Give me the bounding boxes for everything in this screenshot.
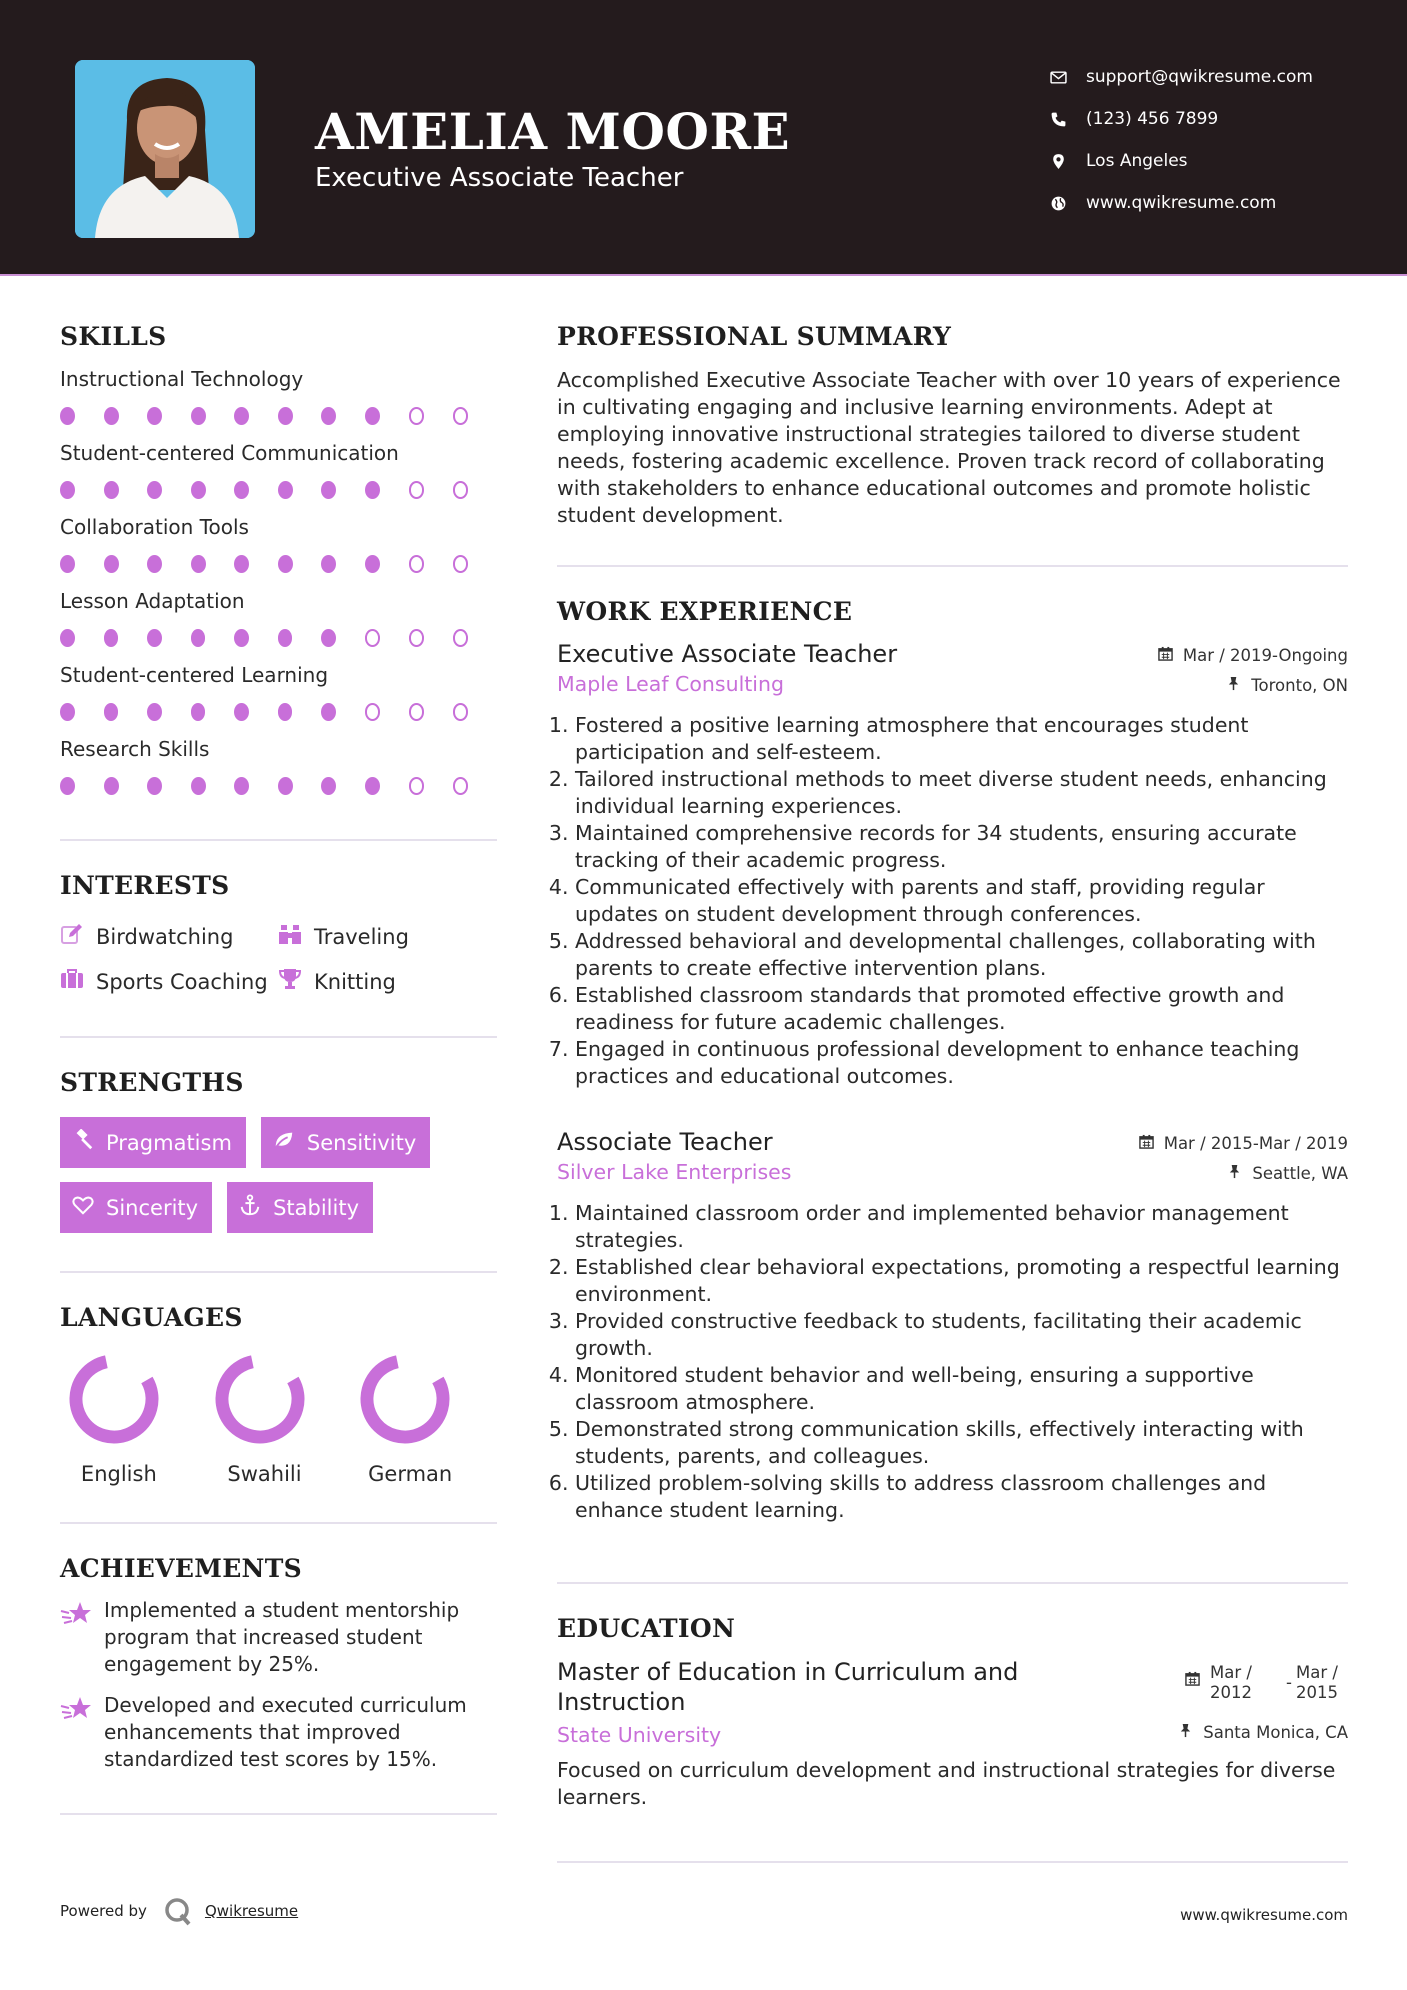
strength-label: Stability [273, 1195, 360, 1220]
strength-tag [261, 1117, 430, 1168]
interests-heading: INTERESTS [60, 871, 230, 900]
job-location [1227, 1164, 1348, 1183]
duty-item: 4. Communicated effectively with parents and staff, providing regular updates on student development through conferences. [575, 874, 1348, 928]
strength-tag [227, 1182, 373, 1233]
rating-dot-filled [278, 629, 293, 647]
duty-item: 2. Established clear behavioral expectations, promoting a respectful learning environment. [575, 1254, 1348, 1308]
section-divider [60, 839, 497, 841]
pushpin-icon [1227, 1164, 1252, 1183]
rating-dot-filled [147, 407, 162, 425]
section-divider [60, 1813, 497, 1815]
education-location [1178, 1723, 1348, 1742]
contact-location-text: Los Angeles [1086, 151, 1188, 171]
language-progress-ring [213, 1352, 307, 1446]
duty-item: 5. Demonstrated strong communication skills, effectively interacting with students, parents, and colleagues. [575, 1416, 1348, 1470]
rating-dot-filled [104, 629, 119, 647]
left-column [60, 322, 497, 1815]
rating-dot-filled [104, 481, 119, 499]
pushpin-icon [1178, 1723, 1203, 1742]
anchor-icon [239, 1194, 273, 1221]
qwikresume-logo-icon [163, 1896, 193, 1926]
footer-website[interactable]: www.qwikresume.com [1180, 1906, 1348, 1924]
interest-label: Birdwatching [96, 924, 234, 949]
rating-dot-filled [147, 629, 162, 647]
rating-dot-filled [321, 407, 336, 425]
calendar-icon [1185, 1663, 1210, 1690]
job-duties [557, 1200, 1348, 1524]
jobs-list [557, 640, 1348, 1524]
calendar-icon [1158, 646, 1183, 665]
strength-label: Sensitivity [306, 1130, 417, 1155]
rating-dot-empty [365, 629, 381, 647]
achievement-item [60, 1597, 497, 1678]
interest-label: Knitting [314, 969, 396, 994]
rating-dot-empty [453, 629, 469, 647]
rating-dot-filled [60, 481, 75, 499]
rating-dot-filled [60, 629, 75, 647]
contact-phone[interactable] [1050, 98, 1313, 140]
job-location [1226, 676, 1348, 695]
powered-by-text: Powered by [60, 1902, 147, 1920]
skill-item [60, 439, 497, 513]
rating-dot-filled [278, 407, 293, 425]
job-dates [1158, 646, 1348, 665]
duty-item: 2. Tailored instructional methods to meet diverse student needs, enhancing individual learning experiences. [575, 766, 1348, 820]
envelope-icon [1050, 69, 1086, 86]
duty-item: 4. Monitored student behavior and well-being, ensuring a supportive classroom atmosphere. [575, 1362, 1348, 1416]
duty-item: 5. Addressed behavioral and developmental challenges, collaborating with parents to create effective intervention plans. [575, 928, 1348, 982]
strengths-heading: STRENGTHS [60, 1068, 244, 1097]
duty-item: 1. Fostered a positive learning atmosphere that encourages student participation and self-esteem. [575, 712, 1348, 766]
language-item [351, 1352, 497, 1486]
skill-rating [60, 689, 497, 735]
strengths-list [60, 1117, 480, 1233]
skill-item [60, 513, 497, 587]
languages-heading: LANGUAGES [60, 1303, 243, 1332]
rating-dot-filled [234, 777, 249, 795]
education-header [557, 1657, 1348, 1717]
strength-label: Sincerity [106, 1195, 199, 1220]
skill-item [60, 587, 497, 661]
rating-dot-empty [453, 555, 469, 573]
interest-label: Sports Coaching [96, 969, 268, 994]
rating-dot-filled [191, 407, 206, 425]
globe-icon [1050, 195, 1086, 212]
edit-icon [60, 922, 96, 951]
rating-dot-filled [321, 629, 336, 647]
rating-dot-filled [147, 703, 162, 721]
education-degree: Master of Education in Curriculum and Instruction [557, 1658, 1019, 1716]
interest-item [60, 967, 278, 996]
contact-website[interactable] [1050, 182, 1313, 224]
duty-item: 6. Utilized problem-solving skills to address classroom challenges and enhance student learning. [575, 1470, 1348, 1524]
rating-dot-filled [365, 777, 380, 795]
rating-dot-filled [60, 555, 75, 573]
rating-dot-filled [60, 777, 75, 795]
briefcase-icon [60, 967, 96, 996]
skills-heading: SKILLS [60, 322, 167, 351]
rating-dot-filled [321, 777, 336, 795]
rating-dot-filled [104, 407, 119, 425]
rating-dot-filled [234, 629, 249, 647]
strength-tag [60, 1117, 246, 1168]
duty-item: 3. Maintained comprehensive records for 34 students, ensuring accurate tracking of their academic progress. [575, 820, 1348, 874]
rating-dot-empty [453, 481, 469, 499]
job-dates-text: Mar / 2015-Mar / 2019 [1163, 1134, 1348, 1153]
skill-name: Student-centered Learning [60, 663, 329, 687]
skill-item [60, 735, 497, 809]
rating-dot-filled [60, 703, 75, 721]
qwikresume-link[interactable]: Qwikresume [204, 1902, 299, 1920]
interest-item [278, 967, 478, 996]
achievement-text: Developed and executed curriculum enhancements that improved standardized test scores by 15%. [104, 1693, 467, 1771]
strength-label: Pragmatism [106, 1130, 232, 1155]
skill-rating [60, 467, 497, 513]
rating-dot-filled [234, 407, 249, 425]
contact-location [1050, 140, 1313, 182]
rating-dot-filled [191, 629, 206, 647]
rating-dot-filled [321, 481, 336, 499]
section-divider [557, 1861, 1348, 1863]
right-column [557, 322, 1348, 1863]
phone-icon [1050, 111, 1086, 128]
rating-dot-filled [191, 555, 206, 573]
rating-dot-filled [278, 777, 293, 795]
rating-dot-filled [104, 777, 119, 795]
job-duties [557, 712, 1348, 1090]
experience-heading: WORK EXPERIENCE [557, 597, 853, 626]
interest-label: Traveling [314, 924, 409, 949]
achievement-item [60, 1692, 497, 1773]
contact-email-text: support@qwikresume.com [1086, 67, 1313, 87]
rating-dot-empty [409, 777, 425, 795]
section-divider [60, 1036, 497, 1038]
rating-dot-empty [409, 481, 425, 499]
job-company: Maple Leaf Consulting [557, 672, 785, 696]
calendar-icon [1139, 1134, 1164, 1153]
contact-website-text: www.qwikresume.com [1086, 193, 1277, 213]
duty-item: 3. Provided constructive feedback to students, facilitating their academic growth. [575, 1308, 1348, 1362]
skill-item [60, 365, 497, 439]
rating-dot-empty [453, 407, 469, 425]
candidate-title: Executive Associate Teacher [315, 163, 684, 193]
skill-name: Collaboration Tools [60, 515, 249, 539]
job-subheader [557, 672, 1348, 696]
rating-dot-filled [234, 555, 249, 573]
rating-dot-empty [409, 555, 425, 573]
contact-phone-text: (123) 456 7899 [1086, 109, 1219, 129]
rating-dot-filled [147, 555, 162, 573]
contact-list [1050, 56, 1313, 224]
skill-rating [60, 615, 497, 661]
rating-dot-filled [234, 703, 249, 721]
language-name: Swahili [227, 1462, 302, 1486]
rating-dot-filled [278, 481, 293, 499]
section-divider [557, 1582, 1348, 1584]
rating-dot-filled [278, 703, 293, 721]
rating-dot-filled [104, 555, 119, 573]
binoculars-icon [278, 922, 314, 951]
footer-powered-by [60, 1896, 298, 1926]
strength-tag [60, 1182, 212, 1233]
job-dates [1139, 1134, 1348, 1153]
shooting-star-icon [60, 1694, 94, 1724]
achievements-heading: ACHIEVEMENTS [60, 1554, 302, 1583]
education-date-start: Mar / 2012 [1210, 1663, 1253, 1702]
profile-photo-illustration [75, 60, 255, 238]
education-subheader [557, 1723, 1348, 1747]
job-company: Silver Lake Enterprises [557, 1160, 792, 1184]
skill-name: Instructional Technology [60, 367, 304, 391]
job-role: Associate Teacher [557, 1128, 773, 1156]
skill-name: Lesson Adaptation [60, 589, 245, 613]
section-divider [60, 1522, 497, 1524]
resume-header [0, 0, 1407, 276]
education-date-sep: - [1286, 1673, 1292, 1692]
education-date-end: Mar / 2015 [1296, 1663, 1338, 1702]
rating-dot-empty [409, 407, 425, 425]
skill-item [60, 661, 497, 735]
skills-list [60, 365, 497, 809]
profile-photo [75, 60, 255, 238]
contact-email[interactable] [1050, 56, 1313, 98]
language-name: English [80, 1462, 157, 1486]
skill-rating [60, 541, 497, 587]
job-location-text: Seattle, WA [1252, 1164, 1348, 1183]
rating-dot-filled [365, 555, 380, 573]
education-school: State University [557, 1723, 722, 1747]
rating-dot-filled [147, 777, 162, 795]
rating-dot-filled [321, 555, 336, 573]
rating-dot-filled [191, 777, 206, 795]
interests-list [60, 922, 497, 996]
job-dates-text: Mar / 2019-Ongoing [1182, 646, 1348, 665]
job-header [557, 640, 1348, 668]
rating-dot-filled [365, 481, 380, 499]
rating-dot-filled [321, 703, 336, 721]
education-description: Focused on curriculum development and instructional strategies for diverse learners. [557, 1758, 1336, 1809]
leaf-icon [273, 1129, 307, 1156]
achievements-list [60, 1597, 497, 1773]
achievement-text: Implemented a student mentorship program that increased student engagement by 25%. [104, 1598, 460, 1676]
language-name: German [368, 1462, 453, 1486]
map-pin-icon [1050, 153, 1086, 170]
rating-dot-empty [453, 703, 469, 721]
skill-name: Student-centered Communication [60, 441, 399, 465]
job-subheader [557, 1160, 1348, 1184]
rating-dot-empty [409, 703, 425, 721]
job-role: Executive Associate Teacher [557, 640, 898, 668]
rating-dot-filled [147, 481, 162, 499]
summary-text: Accomplished Executive Associate Teacher with over 10 years of experience in cultivating engaging and inclusive learning environments. Adept at employing innovative instructional strategies tailored to diverse student needs, fostering academic excellence. Proven track record of collaborating with stakeholders to enhance educational outcomes and promote holistic student development. [557, 368, 1341, 527]
section-divider [557, 565, 1348, 567]
skill-rating [60, 393, 497, 439]
candidate-name: AMELIA MOORE [315, 102, 791, 161]
rating-dot-filled [191, 703, 206, 721]
language-progress-ring [358, 1352, 452, 1446]
job-entry [557, 640, 1348, 1090]
education-dates [1185, 1663, 1348, 1703]
rating-dot-filled [278, 555, 293, 573]
rating-dot-empty [365, 703, 381, 721]
languages-list [60, 1352, 497, 1486]
rating-dot-empty [453, 777, 469, 795]
rating-dot-filled [365, 407, 380, 425]
job-entry [557, 1128, 1348, 1524]
interest-item [60, 922, 278, 951]
rating-dot-empty [409, 629, 425, 647]
duty-item: 6. Established classroom standards that promoted effective growth and readiness for future academic challenges. [575, 982, 1348, 1036]
rating-dot-filled [60, 407, 75, 425]
job-header [557, 1128, 1348, 1156]
summary-heading: PROFESSIONAL SUMMARY [557, 322, 952, 351]
heart-icon [72, 1194, 106, 1221]
section-divider [60, 1271, 497, 1273]
gavel-icon [72, 1129, 106, 1156]
education-heading: EDUCATION [557, 1614, 736, 1643]
rating-dot-filled [234, 481, 249, 499]
job-location-text: Toronto, ON [1251, 676, 1348, 695]
language-progress-ring [67, 1352, 161, 1446]
duty-item: 7. Engaged in continuous professional development to enhance teaching practices and educational outcomes. [575, 1036, 1348, 1090]
trophy-icon [278, 967, 314, 996]
education-location-text: Santa Monica, CA [1203, 1723, 1348, 1742]
duty-item: 1. Maintained classroom order and implemented behavior management strategies. [575, 1200, 1348, 1254]
shooting-star-icon [60, 1599, 94, 1629]
pushpin-icon [1226, 676, 1251, 695]
rating-dot-filled [191, 481, 206, 499]
skill-rating [60, 763, 497, 809]
rating-dot-filled [104, 703, 119, 721]
skill-name: Research Skills [60, 737, 210, 761]
interest-item [278, 922, 478, 951]
